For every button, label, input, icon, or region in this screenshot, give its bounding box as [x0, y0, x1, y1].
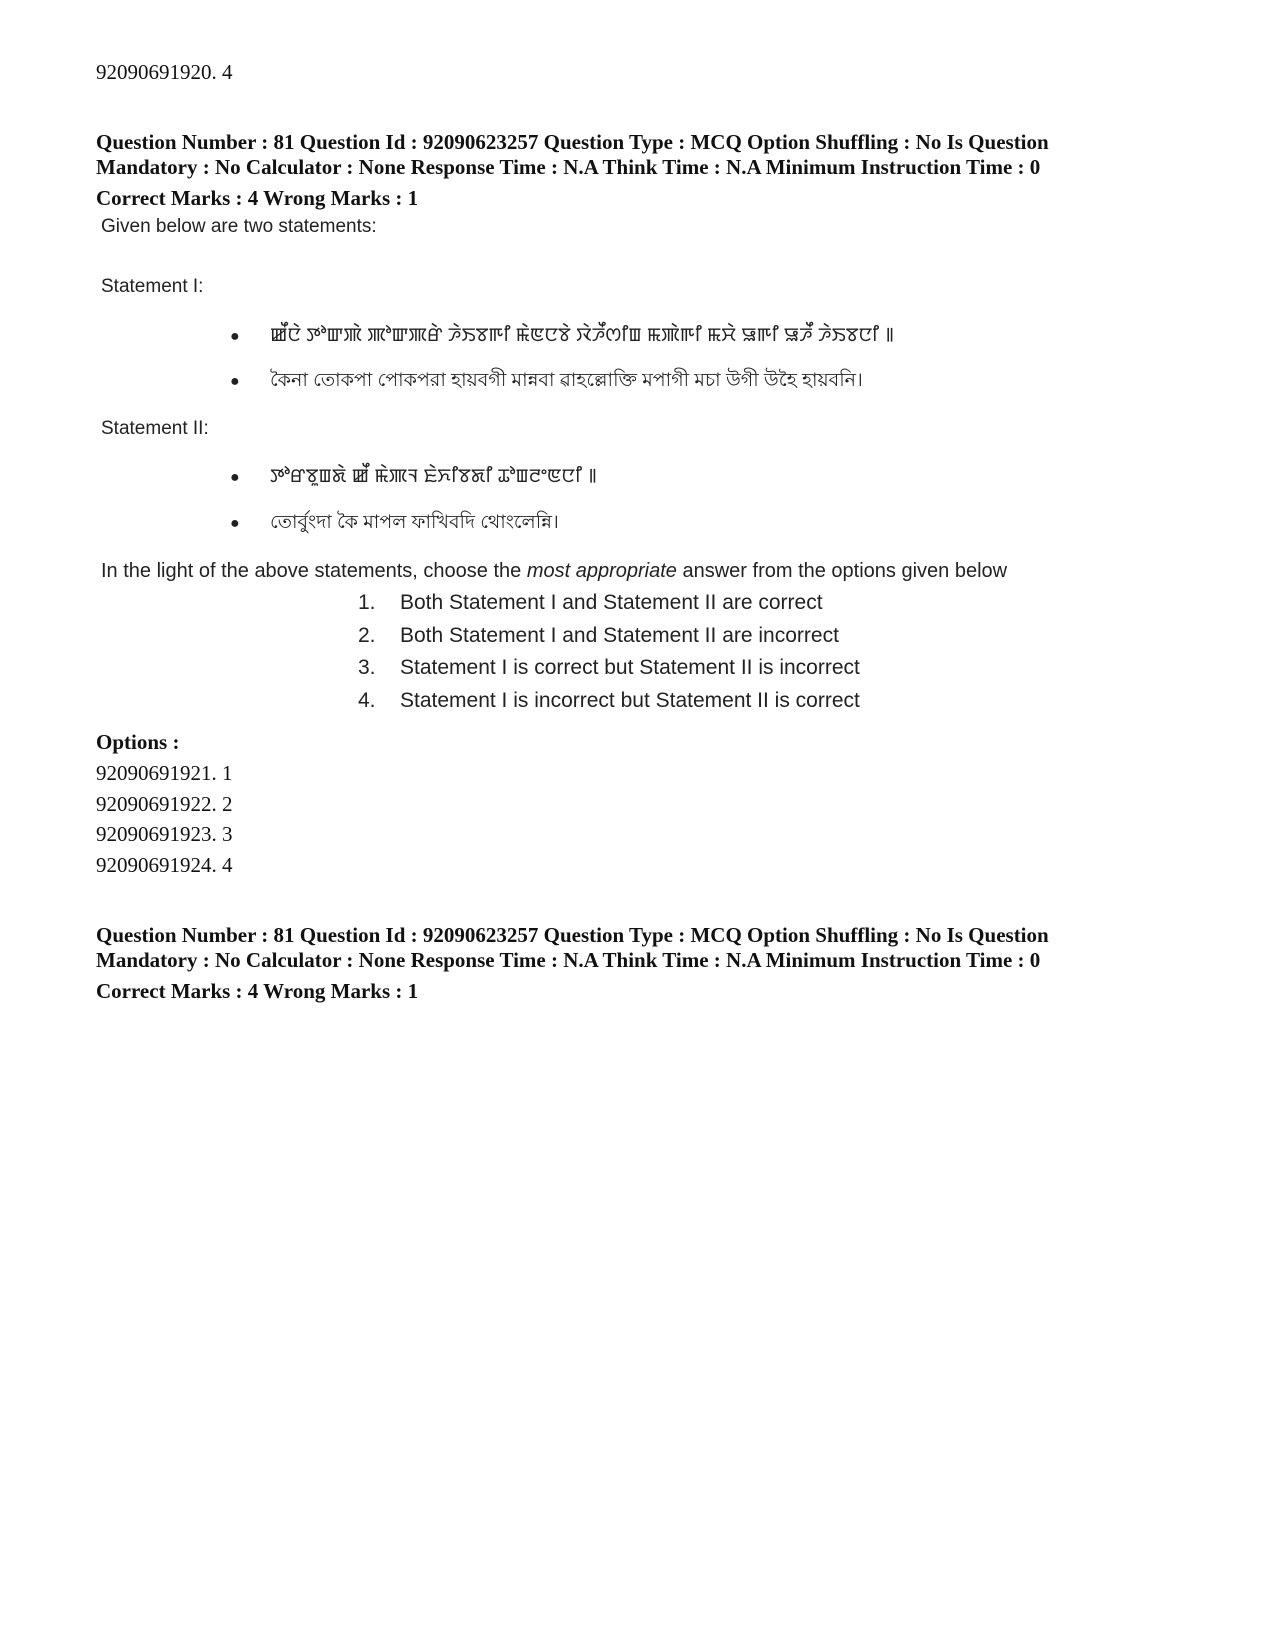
statement-2-text-meitei: ꯇꯣꯔꯕꯨꯡꯗꯥ ꯀꯩ ꯃꯥꯄꯜ ꯐꯥꯈꯤꯕꯗꯤ ꯊꯣꯡꯂꯦꯟꯅꯤ ꯫ — [270, 466, 597, 487]
previous-answer-id: 92090691920. 4 — [96, 60, 233, 84]
question-meta-line-2: Mandatory : No Calculator : None Response Time : N.A Think Time : N.A Minimum Instruction Time : 0 — [96, 948, 1041, 972]
question-instruction — [101, 560, 1007, 583]
choice-4 — [358, 689, 860, 713]
question-meta-line-3: Correct Marks : 4 Wrong Marks : 1 — [96, 979, 419, 1003]
question-meta-line-2: Mandatory : No Calculator : None Response Time : N.A Think Time : N.A Minimum Instruction Time : 0 — [96, 155, 1041, 179]
option-id-2: 92090691922. 2 — [96, 792, 233, 816]
bullet-icon: ● — [230, 469, 240, 486]
bullet-icon: ● — [230, 515, 240, 532]
statement-2-bullet-1 — [230, 463, 597, 489]
instruction-emphasis: most appropriate — [526, 560, 677, 582]
choice-text: Both Statement I and Statement II are incorrect — [400, 624, 839, 647]
instruction-prefix: In the light of the above statements, choose the — [101, 560, 527, 582]
statement-2-label: Statement II: — [101, 418, 209, 439]
choice-2 — [358, 624, 839, 648]
statement-1-bullet-2 — [230, 366, 863, 398]
statement-1-text-meitei: ꯀꯩꯅꯥ ꯇꯣꯛꯄꯥ ꯄꯣꯛꯄꯔꯥ ꯍꯥꯏꯕꯒꯤ ꯃꯥꯟꯅꯕꯥ ꯋꯥꯍꯩꯁꯤꯡ ꯃꯄꯥꯒꯤ ꯃꯆꯥ ꯎꯒꯤ ꯎꯍꯩ ꯍꯥꯏꯕꯅꯤ ꯫ — [270, 325, 894, 346]
choice-3 — [358, 656, 860, 680]
choice-number: 3. — [358, 656, 376, 679]
choice-number: 1. — [358, 591, 376, 614]
question-intro: Given below are two statements: — [101, 216, 377, 237]
bullet-icon: ● — [230, 328, 240, 345]
question-meta-line-3: Correct Marks : 4 Wrong Marks : 1 — [96, 186, 419, 210]
option-id-4: 92090691924. 4 — [96, 853, 233, 877]
question-meta-line-1: Question Number : 81 Question Id : 92090623257 Question Type : MCQ Option Shuffling : No Is Question — [96, 130, 1049, 154]
choice-number: 4. — [358, 689, 376, 712]
choice-text: Both Statement I and Statement II are correct — [400, 591, 823, 614]
statement-1-label: Statement I: — [101, 276, 204, 297]
statement-1-bullet-1 — [230, 322, 894, 348]
statement-2-bullet-2 — [230, 508, 559, 540]
statement-1-text-bengali: কৈনা তোকপা পোকপরা হায়বগী মান্নবা ৱাহল্লোক্তি মপাগী মচা উগী উহৈ হায়বনি। — [270, 370, 863, 391]
choice-1 — [358, 591, 823, 615]
question-meta-line-1: Question Number : 81 Question Id : 92090623257 Question Type : MCQ Option Shuffling : No Is Question — [96, 923, 1049, 947]
choice-number: 2. — [358, 624, 376, 647]
statement-2-text-bengali: তোর্বুংদা কৈ মাপল ফাখিবদি থোংলেন্নি। — [270, 512, 559, 533]
options-label: Options : — [96, 730, 180, 754]
choice-text: Statement I is incorrect but Statement II is correct — [400, 689, 860, 712]
option-id-3: 92090691923. 3 — [96, 822, 233, 846]
bullet-icon: ● — [230, 373, 240, 390]
choice-text: Statement I is correct but Statement II is incorrect — [400, 656, 860, 679]
option-id-1: 92090691921. 1 — [96, 761, 233, 785]
instruction-suffix: answer from the options given below — [676, 560, 1008, 582]
